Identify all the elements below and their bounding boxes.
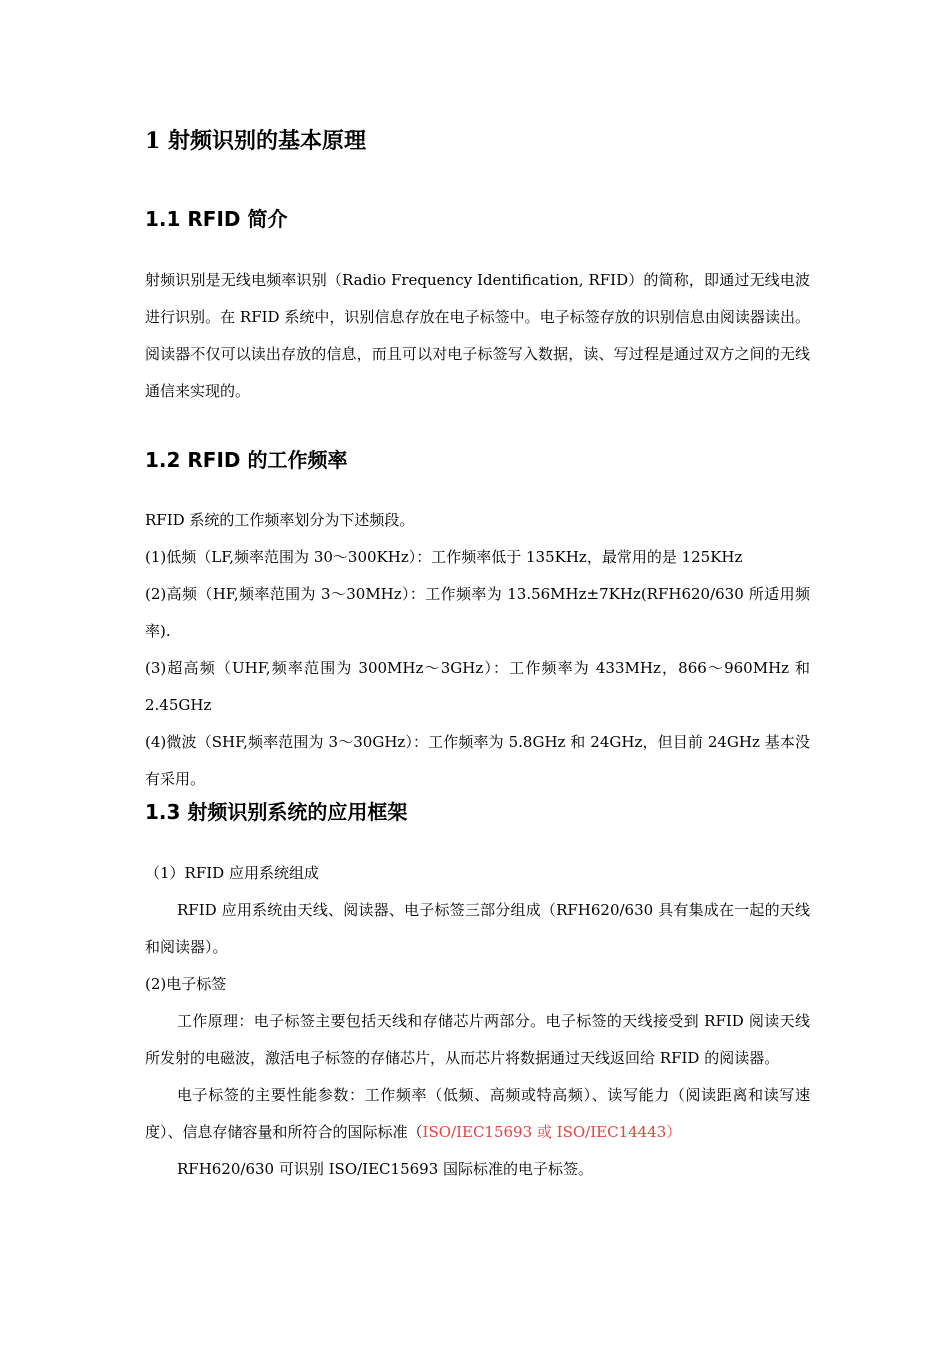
rfid-intro-paragraph: 射频识别是无线电频率识别（Radio Frequency Identification, RFID）的简称，即通过无线电波进行识别。在 RFID 系统中，识别信息存放在电子标签中。电子标签存放的识别信息由阅读器读出。阅读器不仅可以读出存放的信息，而且可以对电子标签写入数据，读、写过程是通过双方之间的无线通信来实现的。 <box>145 271 810 400</box>
frequency-intro: RFID 系统的工作频率划分为下述频段。 <box>145 511 415 529</box>
frequency-item-uhf: (3)超高频（UHF,频率范围为 300MHz～3GHz）：工作频率为 433MHz，866～960MHz 和 2.45GHz <box>145 659 810 714</box>
chapter-heading: 1 射频识别的基本原理 <box>145 128 366 154</box>
frequency-item-shf: (4)微波（SHF,频率范围为 3～30GHz）：工作频率为 5.8GHz 和 24GHz，但目前 24GHz 基本没有采用。 <box>145 733 810 788</box>
subheading-electronic-tag: (2)电子标签 <box>145 975 227 993</box>
tag-parameters-paragraph <box>145 1077 810 1151</box>
section-1-3-body <box>145 855 810 1188</box>
subheading-system-composition: （1）RFID 应用系统组成 <box>145 864 319 882</box>
system-composition-paragraph: RFID 应用系统由天线、阅读器、电子标签三部分组成（RFH620/630 具有集成在一起的天线和阅读器）。 <box>145 901 810 956</box>
section-heading-1-1: 1.1 RFID 简介 <box>145 207 288 231</box>
tag-parameters-text: 电子标签的主要性能参数：工作频率（低频、高频或特高频）、读写能力（阅读距离和读写速度）、信息存储容量和所符合的国际标准（ <box>145 1086 810 1141</box>
iso-standards-highlight: ISO/IEC15693 或 ISO/IEC14443 <box>422 1123 667 1141</box>
tag-principle-paragraph: 工作原理：电子标签主要包括天线和存储芯片两部分。电子标签的天线接受到 RFID 阅读天线所发射的电磁波，激活电子标签的存储芯片，从而芯片将数据通过天线返回给 RFID 的阅读器。 <box>145 1012 810 1067</box>
frequency-item-hf: (2)高频（HF,频率范围为 3～30MHz）：工作频率为 13.56MHz±7KHz(RFH620/630 所适用频率). <box>145 585 810 640</box>
section-1-2-body <box>145 502 810 798</box>
rfh-support-paragraph: RFH620/630 可识别 ISO/IEC15693 国际标准的电子标签。 <box>177 1160 594 1178</box>
section-heading-1-3: 1.3 射频识别系统的应用框架 <box>145 800 408 824</box>
section-1-1-body <box>145 262 810 410</box>
closing-paren: ） <box>666 1123 682 1141</box>
section-heading-1-2: 1.2 RFID 的工作频率 <box>145 448 348 472</box>
frequency-item-lf: (1)低频（LF,频率范围为 30～300KHz）：工作频率低于 135KHz，最常用的是 125KHz <box>145 548 743 566</box>
